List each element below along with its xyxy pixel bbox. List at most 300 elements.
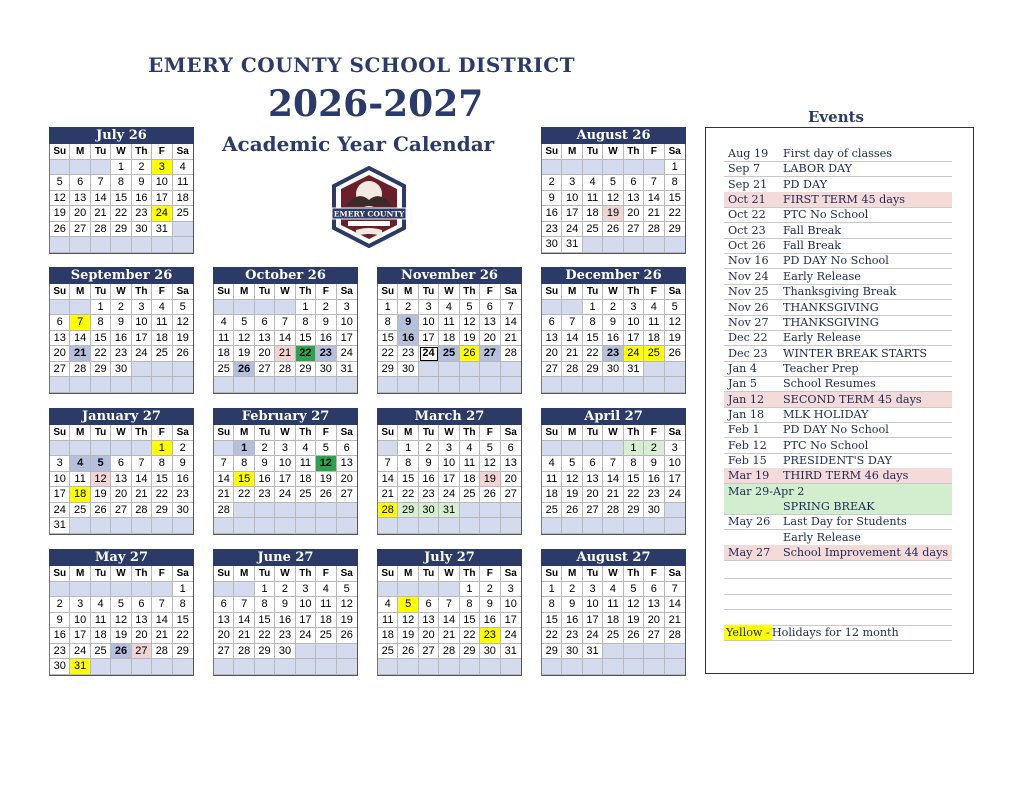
day-cell: 6 — [480, 300, 500, 316]
day-cell: 3 — [337, 300, 357, 316]
day-cell: 22 — [378, 346, 398, 362]
day-cell: 6 — [542, 315, 562, 331]
day-cell: 12 — [603, 191, 623, 207]
day-cell: 5 — [398, 597, 418, 613]
event-text: Fall Break — [783, 239, 842, 253]
empty-day-cell — [91, 237, 111, 253]
day-cell: 23 — [50, 644, 70, 660]
day-cell: 5 — [316, 441, 336, 457]
month-calendar — [49, 267, 194, 394]
day-cell: 20 — [583, 487, 603, 503]
weekday-label: Tu — [91, 144, 111, 160]
empty-day-cell — [644, 160, 664, 176]
weekday-header-row — [214, 284, 357, 300]
empty-day-cell — [255, 377, 275, 393]
event-row — [724, 284, 952, 300]
day-cell: 24 — [562, 222, 582, 238]
legend-row — [724, 625, 952, 641]
weekday-label: M — [234, 284, 254, 300]
day-cell: 7 — [665, 582, 685, 598]
day-cell: 5 — [665, 300, 685, 316]
day-cell: 27 — [50, 362, 70, 378]
day-cell: 16 — [111, 331, 131, 347]
day-cell: 29 — [173, 644, 193, 660]
day-cell: 17 — [337, 331, 357, 347]
day-cell: 10 — [439, 456, 459, 472]
event-text: THIRD TERM 46 days — [783, 469, 909, 483]
empty-day-cell — [152, 518, 172, 534]
empty-day-cell — [152, 237, 172, 253]
day-cell: 8 — [624, 456, 644, 472]
day-cell: 3 — [152, 160, 172, 176]
week-row — [50, 628, 193, 644]
empty-day-cell — [501, 659, 521, 675]
day-cell: 13 — [214, 613, 234, 629]
empty-day-cell — [419, 582, 439, 598]
day-cell: 14 — [439, 613, 459, 629]
day-cell: 13 — [132, 613, 152, 629]
week-row — [50, 377, 193, 393]
day-cell: 15 — [583, 331, 603, 347]
day-cell: 27 — [501, 487, 521, 503]
event-date: Jan 18 — [728, 407, 765, 421]
day-cell: 15 — [460, 613, 480, 629]
day-cell: 24 — [296, 628, 316, 644]
empty-day-cell — [480, 377, 500, 393]
day-cell: 9 — [50, 613, 70, 629]
empty-day-cell — [173, 518, 193, 534]
empty-day-cell — [91, 377, 111, 393]
empty-day-cell — [50, 160, 70, 176]
weekday-header-row — [50, 144, 193, 160]
event-row — [724, 545, 952, 561]
event-date: Feb 12 — [728, 438, 767, 452]
weekday-label: Su — [378, 425, 398, 441]
day-cell: 6 — [624, 175, 644, 191]
day-cell: 12 — [460, 315, 480, 331]
event-row — [724, 530, 952, 546]
day-cell: 14 — [132, 472, 152, 488]
day-cell: 30 — [398, 362, 418, 378]
empty-day-cell — [296, 644, 316, 660]
day-cell: 12 — [234, 331, 254, 347]
weekday-label: Tu — [419, 425, 439, 441]
week-row — [378, 315, 521, 331]
weekday-label: Sa — [173, 144, 193, 160]
day-cell: 13 — [542, 331, 562, 347]
day-cell: 15 — [542, 613, 562, 629]
month-calendar — [377, 408, 522, 535]
day-cell: 7 — [132, 456, 152, 472]
week-row — [378, 487, 521, 503]
day-cell: 8 — [152, 456, 172, 472]
empty-day-cell — [132, 441, 152, 457]
weekday-label: W — [111, 144, 131, 160]
events-heading: Events — [808, 108, 864, 126]
day-cell: 24 — [501, 628, 521, 644]
day-cell: 16 — [562, 613, 582, 629]
event-date: Nov 24 — [728, 269, 769, 283]
day-cell: 23 — [419, 487, 439, 503]
day-cell: 18 — [152, 331, 172, 347]
empty-day-cell — [275, 659, 295, 675]
weekday-label: Sa — [665, 566, 685, 582]
week-row — [542, 613, 685, 629]
day-cell: 20 — [132, 628, 152, 644]
day-cell: 17 — [665, 472, 685, 488]
event-row — [724, 438, 952, 454]
empty-day-cell — [480, 518, 500, 534]
month-grid — [213, 284, 358, 394]
day-cell: 30 — [132, 222, 152, 238]
event-row — [724, 177, 952, 193]
empty-day-cell — [644, 377, 664, 393]
day-cell: 9 — [542, 191, 562, 207]
day-cell: 22 — [398, 487, 418, 503]
event-row — [724, 300, 952, 316]
week-row — [542, 582, 685, 598]
week-row — [378, 456, 521, 472]
month-grid — [541, 425, 686, 535]
empty-day-cell — [70, 518, 90, 534]
empty-day-cell — [337, 377, 357, 393]
day-cell: 2 — [644, 441, 664, 457]
day-cell: 28 — [439, 644, 459, 660]
weekday-label: W — [603, 425, 623, 441]
day-cell: 17 — [583, 613, 603, 629]
day-cell: 26 — [91, 503, 111, 519]
empty-day-cell — [234, 582, 254, 598]
day-cell: 19 — [480, 472, 500, 488]
day-cell: 2 — [419, 441, 439, 457]
day-cell: 14 — [91, 191, 111, 207]
month-grid — [541, 566, 686, 676]
event-row — [724, 376, 952, 392]
weekday-label: W — [111, 425, 131, 441]
day-cell: 7 — [214, 456, 234, 472]
event-date — [724, 530, 783, 545]
day-cell: 14 — [275, 331, 295, 347]
empty-day-cell — [152, 362, 172, 378]
weekday-header-row — [378, 425, 521, 441]
day-cell: 25 — [542, 503, 562, 519]
weekday-header-row — [214, 566, 357, 582]
day-cell: 25 — [70, 503, 90, 519]
empty-day-cell — [173, 237, 193, 253]
day-cell: 22 — [152, 487, 172, 503]
day-cell: 14 — [562, 331, 582, 347]
event-text: School Resumes — [783, 377, 876, 391]
day-cell: 2 — [603, 300, 623, 316]
day-cell: 23 — [275, 628, 295, 644]
day-cell: 10 — [132, 315, 152, 331]
day-cell: 19 — [91, 487, 111, 503]
day-cell: 10 — [583, 597, 603, 613]
week-row — [214, 644, 357, 660]
day-cell: 7 — [439, 597, 459, 613]
empty-day-cell — [378, 377, 398, 393]
week-row — [542, 346, 685, 362]
empty-day-cell — [70, 377, 90, 393]
week-row — [50, 582, 193, 598]
day-cell: 13 — [583, 472, 603, 488]
day-cell: 29 — [624, 503, 644, 519]
empty-day-cell — [501, 362, 521, 378]
day-cell: 20 — [624, 206, 644, 222]
empty-day-cell — [173, 377, 193, 393]
day-cell: 30 — [111, 362, 131, 378]
day-cell: 19 — [337, 613, 357, 629]
day-cell: 13 — [501, 456, 521, 472]
day-cell: 13 — [111, 472, 131, 488]
month-title: September 26 — [49, 267, 194, 284]
weekday-label: F — [480, 284, 500, 300]
day-cell: 12 — [337, 597, 357, 613]
empty-day-cell — [542, 441, 562, 457]
month-title: May 27 — [49, 549, 194, 566]
month-calendar — [49, 408, 194, 535]
day-cell: 25 — [460, 487, 480, 503]
day-cell: 7 — [91, 175, 111, 191]
week-row — [214, 456, 357, 472]
day-cell: 25 — [296, 487, 316, 503]
empty-day-cell — [50, 441, 70, 457]
week-row — [50, 191, 193, 207]
week-row — [542, 659, 685, 675]
weekday-label: Tu — [583, 425, 603, 441]
event-text: WINTER BREAK STARTS — [783, 346, 928, 360]
day-cell: 10 — [624, 315, 644, 331]
day-cell: 5 — [234, 315, 254, 331]
day-cell: 2 — [562, 582, 582, 598]
event-date: Sep 7 — [728, 162, 761, 176]
day-cell: 24 — [132, 346, 152, 362]
month-calendar — [49, 127, 194, 254]
month-calendar — [541, 127, 686, 254]
empty-day-cell — [255, 503, 275, 519]
day-cell: 11 — [378, 613, 398, 629]
day-cell: 30 — [562, 644, 582, 660]
weekday-label: W — [603, 566, 623, 582]
weekday-label: Tu — [583, 144, 603, 160]
event-date: Nov 25 — [728, 285, 769, 299]
weekday-header-row — [542, 144, 685, 160]
empty-day-cell — [316, 644, 336, 660]
week-row — [542, 518, 685, 534]
weekday-label: W — [439, 425, 459, 441]
day-cell: 5 — [624, 582, 644, 598]
day-cell: 19 — [234, 346, 254, 362]
event-row — [724, 407, 952, 423]
legend-text: Holidays for 12 month — [771, 625, 899, 639]
day-cell: 29 — [378, 362, 398, 378]
day-cell: 5 — [111, 597, 131, 613]
weekday-label: W — [111, 284, 131, 300]
week-row — [50, 237, 193, 253]
empty-day-cell — [562, 441, 582, 457]
day-cell: 26 — [398, 644, 418, 660]
event-date: Oct 22 — [728, 208, 766, 222]
day-cell: 15 — [111, 191, 131, 207]
day-cell: 1 — [255, 582, 275, 598]
event-date: Feb 15 — [728, 454, 767, 467]
empty-day-cell — [234, 659, 254, 675]
weekday-label: M — [398, 566, 418, 582]
day-cell: 9 — [275, 597, 295, 613]
weekday-label: Su — [214, 284, 234, 300]
empty-day-cell — [398, 518, 418, 534]
month-grid — [49, 425, 194, 535]
weekday-label: M — [234, 425, 254, 441]
week-row — [214, 300, 357, 316]
day-cell: 6 — [337, 441, 357, 457]
weekday-header-row — [50, 284, 193, 300]
day-cell: 11 — [214, 331, 234, 347]
day-cell: 20 — [419, 628, 439, 644]
empty-day-cell — [316, 659, 336, 675]
empty-day-cell — [419, 518, 439, 534]
day-cell: 2 — [173, 441, 193, 457]
empty-day-cell — [562, 377, 582, 393]
weekday-label: M — [562, 566, 582, 582]
empty-day-cell — [152, 582, 172, 598]
day-cell: 18 — [603, 613, 623, 629]
week-row — [214, 441, 357, 457]
empty-day-cell — [337, 659, 357, 675]
empty-day-cell — [398, 377, 418, 393]
day-cell: 11 — [70, 472, 90, 488]
event-row — [724, 346, 952, 362]
empty-day-cell — [173, 362, 193, 378]
day-cell: 18 — [91, 628, 111, 644]
day-cell: 3 — [70, 597, 90, 613]
day-cell: 13 — [255, 331, 275, 347]
week-row — [542, 487, 685, 503]
month-title: October 26 — [213, 267, 358, 284]
empty-day-cell — [214, 582, 234, 598]
event-row — [724, 484, 952, 500]
day-cell: 12 — [173, 315, 193, 331]
month-calendar — [213, 267, 358, 394]
event-row-empty — [724, 579, 952, 595]
empty-day-cell — [132, 377, 152, 393]
empty-day-cell — [439, 582, 459, 598]
weekday-label: M — [562, 144, 582, 160]
day-cell: 20 — [255, 346, 275, 362]
empty-day-cell — [152, 659, 172, 675]
empty-day-cell — [583, 518, 603, 534]
empty-day-cell — [316, 503, 336, 519]
day-cell: 23 — [316, 346, 336, 362]
day-cell: 28 — [603, 503, 623, 519]
day-cell: 29 — [296, 362, 316, 378]
weekday-label: M — [398, 425, 418, 441]
empty-day-cell — [337, 644, 357, 660]
district-title: EMERY COUNTY SCHOOL DISTRICT — [148, 53, 575, 77]
event-row-empty — [724, 563, 952, 579]
week-row — [50, 315, 193, 331]
week-row — [378, 613, 521, 629]
weekday-label: Tu — [583, 566, 603, 582]
empty-day-cell — [214, 441, 234, 457]
empty-day-cell — [50, 582, 70, 598]
weekday-header-row — [542, 566, 685, 582]
day-cell: 14 — [501, 315, 521, 331]
empty-day-cell — [624, 377, 644, 393]
day-cell: 23 — [173, 487, 193, 503]
weekday-header-row — [542, 425, 685, 441]
empty-day-cell — [603, 160, 623, 176]
event-row-empty — [724, 610, 952, 626]
empty-day-cell — [316, 518, 336, 534]
weekday-label: Su — [214, 425, 234, 441]
event-text: PTC No School — [783, 208, 869, 222]
month-calendar — [213, 408, 358, 535]
day-cell: 26 — [337, 628, 357, 644]
day-cell: 4 — [91, 597, 111, 613]
weekday-label: Sa — [173, 566, 193, 582]
event-row — [724, 499, 952, 515]
week-row — [50, 518, 193, 534]
day-cell: 3 — [50, 456, 70, 472]
day-cell: 11 — [152, 315, 172, 331]
day-cell: 1 — [460, 582, 480, 598]
event-row — [724, 514, 952, 530]
day-cell: 24 — [70, 644, 90, 660]
weekday-label: Tu — [91, 425, 111, 441]
empty-day-cell — [214, 518, 234, 534]
month-calendar — [541, 549, 686, 676]
day-cell: 11 — [439, 315, 459, 331]
day-cell: 11 — [460, 456, 480, 472]
weekday-label: W — [603, 144, 623, 160]
day-cell: 17 — [152, 191, 172, 207]
day-cell: 30 — [603, 362, 623, 378]
day-cell: 1 — [111, 160, 131, 176]
day-cell: 19 — [603, 206, 623, 222]
empty-day-cell — [132, 362, 152, 378]
week-row — [378, 472, 521, 488]
empty-day-cell — [214, 659, 234, 675]
weekday-label: W — [439, 566, 459, 582]
empty-day-cell — [91, 518, 111, 534]
empty-day-cell — [70, 582, 90, 598]
weekday-label: M — [562, 284, 582, 300]
empty-day-cell — [152, 377, 172, 393]
empty-day-cell — [398, 582, 418, 598]
week-row — [378, 300, 521, 316]
month-calendar — [541, 267, 686, 394]
day-cell: 6 — [419, 597, 439, 613]
day-cell: 27 — [419, 644, 439, 660]
event-row — [724, 315, 952, 331]
day-cell: 23 — [562, 628, 582, 644]
empty-day-cell — [111, 377, 131, 393]
event-text: SPRING BREAK — [783, 500, 875, 514]
empty-day-cell — [665, 659, 685, 675]
month-grid — [49, 284, 194, 394]
weekday-label: W — [275, 284, 295, 300]
day-cell: 8 — [583, 315, 603, 331]
day-cell: 28 — [644, 222, 664, 238]
weekday-label: Th — [296, 566, 316, 582]
day-cell: 3 — [501, 582, 521, 598]
week-row — [378, 597, 521, 613]
day-cell: 6 — [111, 456, 131, 472]
empty-day-cell — [603, 659, 623, 675]
day-cell: 8 — [665, 175, 685, 191]
event-text: THANKSGIVING — [783, 315, 879, 329]
